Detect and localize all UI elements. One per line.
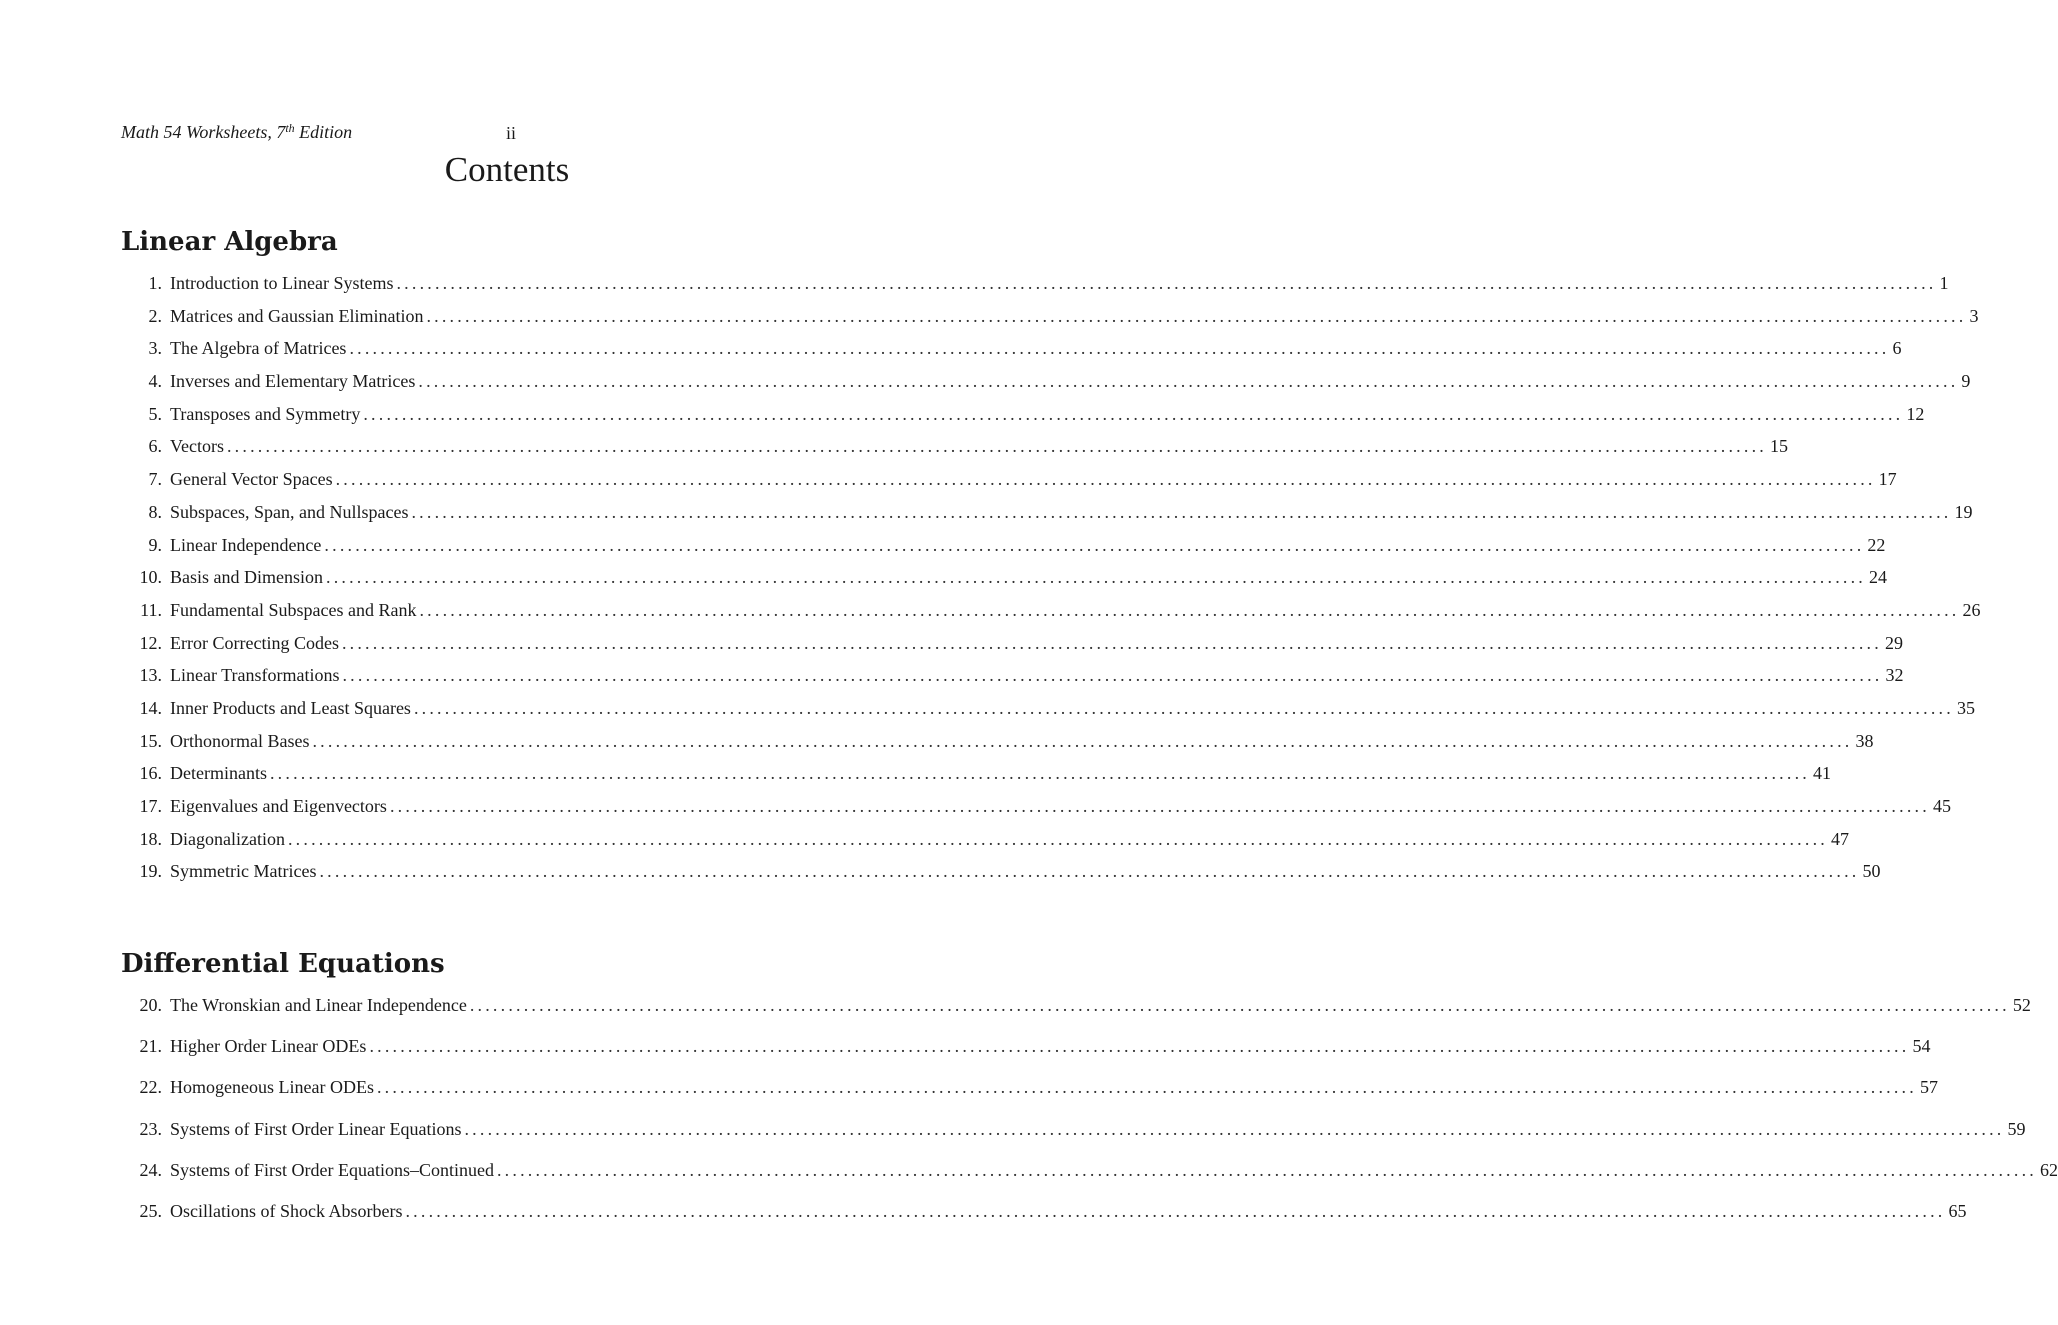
toc-entry-page: 15 xyxy=(1769,436,1788,457)
toc-dot-leader: ........................................................................................................................................................................................................ xyxy=(324,534,1865,555)
toc-entry[interactable] xyxy=(121,995,2031,1036)
toc-entry[interactable] xyxy=(121,697,1975,731)
section-heading-linear-algebra: Linear Algebra xyxy=(121,227,338,257)
toc-dot-leader: ........................................................................................................................................................................................................ xyxy=(369,1036,1910,1057)
toc-entry-page: 65 xyxy=(1948,1200,1967,1221)
toc-list-differential-equations xyxy=(121,995,2058,1242)
toc-entry-page: 19 xyxy=(1954,501,1973,522)
toc-dot-leader: ........................................................................................................................................................................................................ xyxy=(396,273,1937,293)
toc-entry[interactable] xyxy=(121,338,1902,371)
toc-entry[interactable] xyxy=(121,567,1887,600)
toc-entry-title: Higher Order Linear ODEs xyxy=(170,1036,367,1057)
toc-entry-number: 20. xyxy=(139,995,162,1015)
toc-dot-leader: ........................................................................................................................................................................................................ xyxy=(287,828,1828,849)
running-head xyxy=(121,122,352,143)
toc-entry-title: Linear Transformations xyxy=(170,665,340,686)
toc-entry-number: 7. xyxy=(148,469,162,490)
toc-entry[interactable] xyxy=(121,763,1831,796)
toc-dot-leader: ........................................................................................................................................................................................................ xyxy=(342,665,1883,686)
toc-dot-leader: ........................................................................................................................................................................................................ xyxy=(413,697,1954,718)
toc-entry-number: 6. xyxy=(148,436,162,457)
toc-entry[interactable] xyxy=(121,534,1886,568)
toc-entry-number: 13. xyxy=(139,665,162,686)
toc-entry[interactable] xyxy=(121,501,1973,535)
toc-entry-title: Error Correcting Codes xyxy=(170,632,339,653)
toc-entry-title: Orthonormal Bases xyxy=(170,730,310,751)
toc-dot-leader: ........................................................................................................................................................................................................ xyxy=(349,338,1890,359)
toc-entry-number: 9. xyxy=(148,534,162,555)
toc-dot-leader: ........................................................................................................................................................................................................ xyxy=(419,599,1960,620)
toc-entry-number: 15. xyxy=(139,730,162,751)
toc-entry-number: 18. xyxy=(139,828,162,849)
toc-entry-number: 11. xyxy=(140,599,162,620)
toc-entry-title: Linear Independence xyxy=(170,534,322,555)
toc-entry-page: 17 xyxy=(1878,469,1897,490)
running-title-superscript: th xyxy=(285,121,295,135)
toc-entry-title: Inner Products and Least Squares xyxy=(170,697,411,718)
toc-entry-title: The Algebra of Matrices xyxy=(170,338,347,359)
toc-entry-number: 14. xyxy=(139,697,162,718)
toc-dot-leader: ........................................................................................................................................................................................................ xyxy=(464,1118,2005,1139)
toc-entry-title: Matrices and Gaussian Elimination xyxy=(170,305,424,326)
toc-entry-page: 47 xyxy=(1830,828,1849,849)
toc-dot-leader: ........................................................................................................................................................................................................ xyxy=(389,796,1930,816)
toc-entry[interactable] xyxy=(121,273,1949,306)
toc-dot-leader: ........................................................................................................................................................................................................ xyxy=(326,567,1866,588)
toc-entry-title: Determinants xyxy=(170,763,267,784)
toc-entry[interactable] xyxy=(121,1077,1938,1118)
toc-entry-number: 8. xyxy=(148,501,162,522)
page-title: Contents xyxy=(444,150,570,189)
toc-dot-leader: ........................................................................................................................................................................................................ xyxy=(269,763,1810,784)
toc-dot-leader: ........................................................................................................................................................................................................ xyxy=(226,436,1767,457)
toc-entry-page: 38 xyxy=(1855,730,1874,751)
toc-entry-title: Homogeneous Linear ODEs xyxy=(170,1077,374,1098)
toc-dot-leader: ........................................................................................................................................................................................................ xyxy=(496,1159,2037,1180)
toc-dot-leader: ........................................................................................................................................................................................................ xyxy=(418,371,1959,392)
toc-entry-title: Fundamental Subspaces and Rank xyxy=(170,599,417,620)
toc-entry-page: 6 xyxy=(1892,338,1902,359)
toc-entry-number: 3. xyxy=(148,338,162,359)
toc-dot-leader: ........................................................................................................................................................................................................ xyxy=(312,730,1853,751)
toc-entry-title: Eigenvalues and Eigenvectors xyxy=(170,796,387,816)
toc-entry-number: 24. xyxy=(139,1159,162,1180)
toc-entry[interactable] xyxy=(121,1118,2026,1160)
toc-dot-leader: ........................................................................................................................................................................................................ xyxy=(411,501,1952,522)
toc-entry[interactable] xyxy=(121,1036,1931,1077)
page-number: ii xyxy=(506,123,517,143)
toc-dot-leader: ........................................................................................................................................................................................................ xyxy=(405,1200,1946,1221)
toc-entry[interactable] xyxy=(121,469,1897,502)
toc-entry-page: 57 xyxy=(1919,1077,1938,1098)
toc-entry[interactable] xyxy=(121,371,1971,404)
toc-entry-title: Oscillations of Shock Absorbers xyxy=(170,1200,403,1221)
toc-dot-leader: ........................................................................................................................................................................................................ xyxy=(376,1077,1917,1098)
toc-entry-page: 26 xyxy=(1962,599,1981,620)
toc-entry-page: 45 xyxy=(1932,796,1951,816)
toc-entry-page: 54 xyxy=(1912,1036,1931,1057)
toc-entry-title: Systems of First Order Linear Equations xyxy=(170,1118,462,1139)
toc-entry-number: 23. xyxy=(139,1118,162,1139)
toc-entry-title: Symmetric Matrices xyxy=(170,861,317,882)
toc-entry-page: 1 xyxy=(1939,273,1949,293)
toc-entry[interactable] xyxy=(121,665,1904,698)
toc-entry-number: 4. xyxy=(148,371,162,392)
toc-entry[interactable] xyxy=(121,861,1881,894)
toc-entry[interactable] xyxy=(121,305,1979,339)
toc-entry[interactable] xyxy=(121,730,1874,764)
toc-entry-title: General Vector Spaces xyxy=(170,469,333,490)
toc-entry-number: 19. xyxy=(139,861,162,882)
toc-entry-page: 35 xyxy=(1956,697,1975,718)
toc-entry[interactable] xyxy=(121,599,1981,633)
toc-list-linear-algebra xyxy=(121,273,1981,894)
toc-entry-title: Subspaces, Span, and Nullspaces xyxy=(170,501,409,522)
toc-entry[interactable] xyxy=(121,403,1925,437)
toc-entry-page: 3 xyxy=(1969,305,1979,326)
toc-entry-number: 17. xyxy=(139,796,162,816)
toc-entry-number: 16. xyxy=(139,763,162,784)
toc-dot-leader: ........................................................................................................................................................................................................ xyxy=(426,305,1967,326)
toc-entry-title: Systems of First Order Equations–Continued xyxy=(170,1159,494,1180)
toc-entry-page: 50 xyxy=(1862,861,1881,882)
toc-entry-title: Vectors xyxy=(170,436,224,457)
toc-entry-number: 5. xyxy=(148,403,162,424)
toc-entry-page: 12 xyxy=(1906,403,1925,424)
running-title-post: Edition xyxy=(294,122,353,142)
toc-entry-page: 9 xyxy=(1961,371,1971,392)
toc-entry[interactable] xyxy=(121,828,1849,862)
toc-dot-leader: ........................................................................................................................................................................................................ xyxy=(341,632,1882,653)
toc-entry-title: The Wronskian and Linear Independence xyxy=(170,995,467,1015)
toc-entry-title: Transposes and Symmetry xyxy=(170,403,361,424)
toc-entry-page: 52 xyxy=(2012,995,2031,1015)
toc-entry-page: 59 xyxy=(2007,1118,2026,1139)
toc-entry-number: 22. xyxy=(139,1077,162,1098)
toc-dot-leader: ........................................................................................................................................................................................................ xyxy=(363,403,1904,424)
toc-entry-page: 62 xyxy=(2039,1159,2058,1180)
toc-dot-leader: ........................................................................................................................................................................................................ xyxy=(319,861,1860,882)
toc-entry[interactable] xyxy=(121,1159,2058,1201)
toc-entry-page: 24 xyxy=(1869,567,1887,588)
toc-entry-page: 29 xyxy=(1884,632,1903,653)
toc-entry-page: 22 xyxy=(1867,534,1886,555)
toc-entry-title: Diagonalization xyxy=(170,828,285,849)
toc-entry-number: 2. xyxy=(148,305,162,326)
toc-entry[interactable] xyxy=(121,632,1903,666)
toc-entry[interactable] xyxy=(121,796,1951,829)
toc-entry[interactable] xyxy=(121,1200,1967,1242)
toc-dot-leader: ........................................................................................................................................................................................................ xyxy=(469,995,2010,1015)
toc-entry[interactable] xyxy=(121,436,1788,469)
toc-entry-title: Introduction to Linear Systems xyxy=(170,273,394,293)
toc-entry-number: 12. xyxy=(139,632,162,653)
toc-entry-number: 1. xyxy=(148,273,162,293)
toc-entry-title: Basis and Dimension xyxy=(170,567,323,588)
toc-entry-title: Inverses and Elementary Matrices xyxy=(170,371,416,392)
toc-dot-leader: ........................................................................................................................................................................................................ xyxy=(335,469,1876,490)
section-heading-differential-equations: Differential Equations xyxy=(121,949,445,979)
toc-entry-number: 25. xyxy=(139,1200,162,1221)
toc-entry-number: 21. xyxy=(139,1036,162,1057)
toc-entry-number: 10. xyxy=(139,567,162,588)
toc-entry-page: 41 xyxy=(1812,763,1831,784)
running-title-pre: Math 54 Worksheets, 7 xyxy=(121,122,286,142)
toc-entry-page: 32 xyxy=(1885,665,1904,686)
